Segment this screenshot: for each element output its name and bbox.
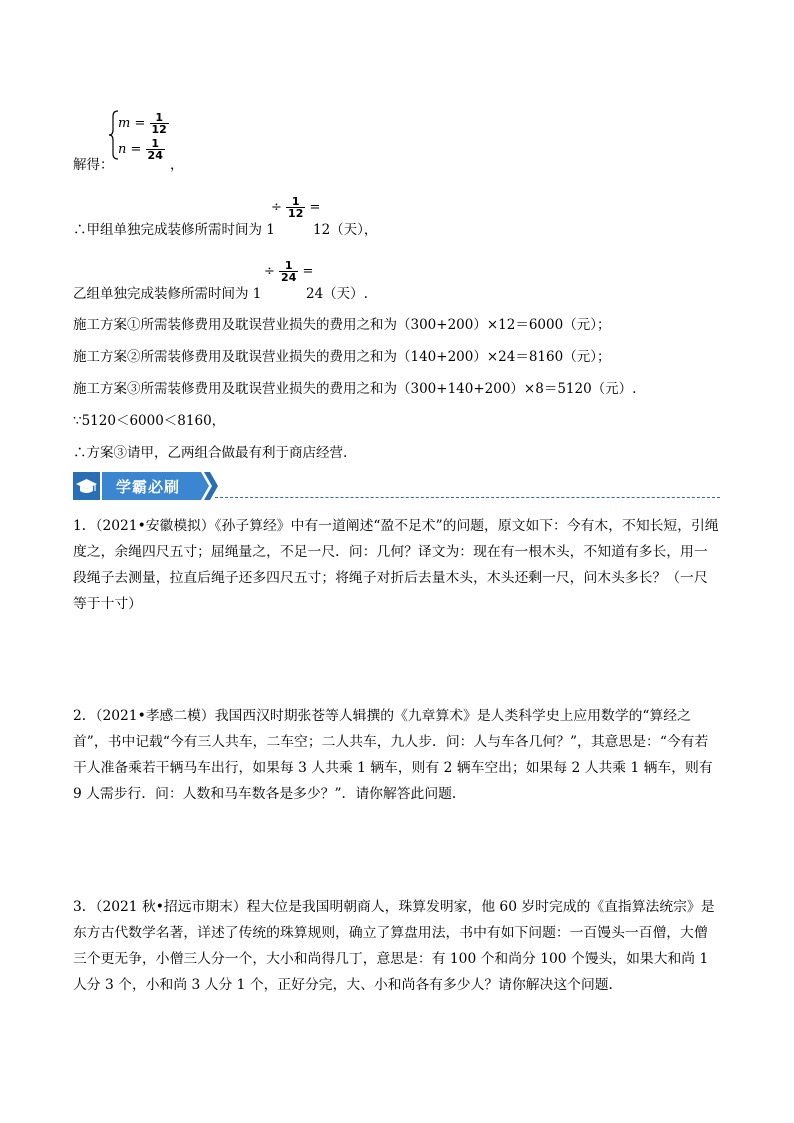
time-line-yi-fraction: ÷ $\frac{1}{24}$ = bbox=[264, 259, 314, 284]
equation-n: n = $\frac{1}{24}$ bbox=[118, 137, 163, 162]
plan-1-cost: 施工方案①所需装修费用及耽误营业损失的费用之和为（300+200）×12＝6000（元）； bbox=[73, 317, 611, 333]
conclusion: ∴方案③请甲，乙两组合做最有利于商店经营. bbox=[73, 445, 348, 461]
section-title: 学霸必刷 bbox=[116, 478, 181, 496]
solve-label: 解得： bbox=[73, 157, 114, 173]
equation-m: m = $\frac{1}{12}$ bbox=[118, 111, 167, 136]
problem-1: 1．（2021•安徽模拟）《孙子算经》中有一道阐述“盈不足术”的问题，原文如下：今有木，不知长短，引绳度之，余绳四尺五寸；屈绳量之，不足一尺．问：几何？译文为：现在有一根木头，不知道有多长，用一段绳子去测量，拉直后绳子还多四尺五寸；将绳子对折后去量木头，木头还剩一尺，问木头多长？（一尺等于十寸） bbox=[73, 518, 719, 612]
time-line-yi-result: 24（天）. bbox=[306, 286, 368, 302]
comparison: ∵5120＜6000＜8160， bbox=[73, 413, 226, 429]
section-divider bbox=[215, 497, 720, 498]
time-line-jia-fraction: ÷ $\frac{1}{12}$ = bbox=[271, 195, 321, 220]
time-line-jia: ∴甲组单独完成装修所需时间为 1 bbox=[73, 222, 275, 238]
plan-3-cost: 施工方案③所需装修费用及耽误营业损失的费用之和为（300+140+200）×8＝5120（元）. bbox=[73, 381, 637, 397]
solve-end: ， bbox=[170, 157, 184, 173]
problem-3: 3．（2021 秋•招远市期末）程大位是我国明朝商人，珠算发明家，他 60 岁时完成的《直指算法统宗》是东方古代数学名著，详述了传统的珠算规则，确立了算盘用法，书中有如下问题：一百馒头一百僧，大僧三个更无争，小僧三人分一个，大小和尚得几丁，意思是：有 100 个和尚分 100 个馒头，如果大和尚 1 人分 3 个，小和尚 3 人分 1 个，正好分完，大、小和尚各有多少人？请你解决这个问题． bbox=[73, 899, 715, 993]
plan-2-cost: 施工方案②所需装修费用及耽误营业损失的费用之和为（140+200）×24＝8160（元）； bbox=[73, 349, 611, 365]
problem-2: 2．（2021•孝感二模）我国西汉时期张苍等人辑撰的《九章算术》是人类科学史上应用数学的“算经之首”，书中记载“今有三人共车，二车空；二人共车，九人步．问：人与车各几何？”，其意思是：“今有若干人准备乘若干辆马车出行，如果每 3 人共乘 1 辆车，则有 2 辆车空出；如果每 2 人共乘 1 辆车，则有 9 人需步行．问：人数和马车数各是多少？”．请你解答此问题． bbox=[73, 708, 713, 802]
time-line-yi: 乙组单独完成装修所需时间为 1 bbox=[73, 286, 262, 302]
time-line-jia-result: 12（天）， bbox=[313, 222, 378, 238]
